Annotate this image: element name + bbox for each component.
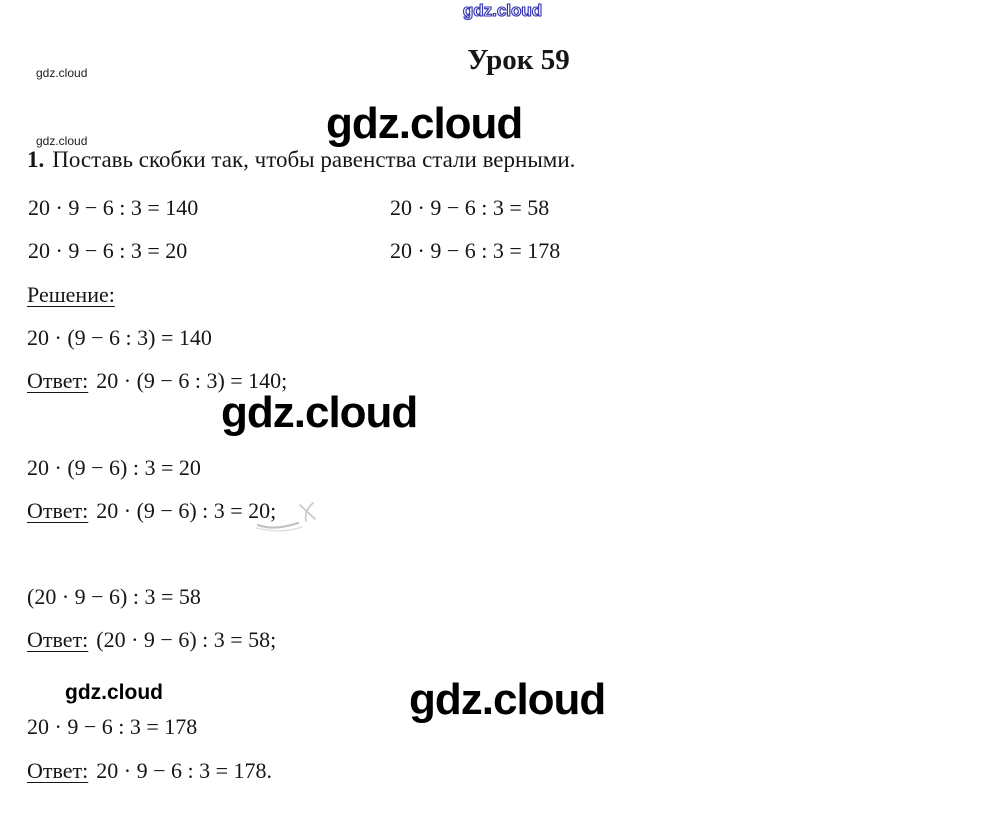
watermark-small-top-left: gdz.cloud: [36, 66, 88, 80]
watermark-medium-bottom-left: gdz.cloud: [65, 681, 163, 704]
given-equation-3: 20 · 9 − 6 : 3 = 20: [28, 238, 188, 263]
solution-work-1: 20 · (9 − 6 : 3) = 140: [27, 325, 212, 350]
watermark-blue-outline: gdz.cloud: [462, 1, 543, 20]
answer-label: Ответ:: [27, 627, 89, 652]
watermark-large-bottom: gdz.cloud: [409, 675, 606, 724]
given-equation-4: 20 · 9 − 6 : 3 = 178: [390, 238, 561, 263]
answer-text: 20 · 9 − 6 : 3 = 178.: [96, 758, 273, 783]
answer-label: Ответ:: [27, 498, 89, 523]
given-equation-1: 20 · 9 − 6 : 3 = 140: [28, 195, 199, 220]
answer-text: (20 · 9 − 6) : 3 = 58;: [96, 627, 277, 652]
problem-statement: Поставь скобки так, чтобы равенства стали верными.: [52, 147, 576, 172]
solution-label: [27, 283, 115, 307]
smudge-artifact: [252, 497, 324, 535]
problem-heading: [27, 147, 575, 173]
answer-label: Ответ:: [27, 368, 89, 393]
solution-answer-4: [27, 759, 272, 783]
solution-answer-1: [27, 369, 287, 393]
given-equation-2: 20 · 9 − 6 : 3 = 58: [390, 195, 550, 220]
watermark-large-middle: gdz.cloud: [221, 388, 418, 437]
watermark-small-left: gdz.cloud: [36, 134, 88, 148]
solution-answer-3: [27, 628, 276, 652]
solution-label-text: Решение:: [27, 282, 115, 307]
answer-label: Ответ:: [27, 758, 89, 783]
problem-number: 1.: [27, 147, 45, 172]
lesson-title: Урок 59: [467, 44, 570, 76]
solution-answer-2: [27, 499, 276, 523]
answer-text: 20 · (9 − 6 : 3) = 140;: [96, 368, 288, 393]
solution-work-4: 20 · 9 − 6 : 3 = 178: [27, 714, 198, 739]
solution-work-2: 20 · (9 − 6) : 3 = 20: [27, 455, 201, 480]
solution-work-3: (20 · 9 − 6) : 3 = 58: [27, 584, 201, 609]
answer-text: 20 · (9 − 6) : 3 = 20;: [96, 498, 277, 523]
watermark-large-upper: gdz.cloud: [326, 99, 523, 148]
